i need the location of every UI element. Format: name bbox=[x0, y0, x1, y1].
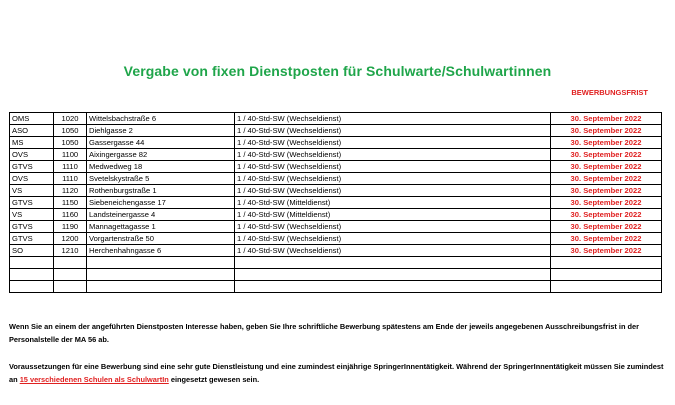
cell-address: Mannagettagasse 1 bbox=[87, 221, 235, 233]
cell-position: 1 / 40-Std-SW (Wechseldienst) bbox=[235, 173, 551, 185]
table-row bbox=[10, 149, 662, 161]
cell-school: VS bbox=[10, 209, 54, 221]
table-row bbox=[10, 221, 662, 233]
cell-deadline: 30. September 2022 bbox=[551, 113, 662, 125]
table-row bbox=[10, 245, 662, 257]
cell-empty bbox=[551, 257, 662, 269]
cell-deadline: 30. September 2022 bbox=[551, 245, 662, 257]
cell-school: GTVS bbox=[10, 221, 54, 233]
cell-school: SO bbox=[10, 245, 54, 257]
cell-deadline: 30. September 2022 bbox=[551, 125, 662, 137]
cell-empty bbox=[551, 281, 662, 293]
cell-school: GTVS bbox=[10, 197, 54, 209]
requirements-text: Voraussetzungen für eine Bewerbung sind eine sehr gute Dienstleistung und eine zumindest einjährige SpringerInnentätigkeit. Während der SpringerInnentätigkeit müssen Sie zumindest an bbox=[9, 362, 664, 384]
cell-empty bbox=[235, 257, 551, 269]
cell-empty bbox=[10, 281, 54, 293]
cell-position: 1 / 40-Std-SW (Wechseldienst) bbox=[235, 113, 551, 125]
table-row bbox=[10, 137, 662, 149]
table-row-empty bbox=[10, 257, 662, 269]
cell-position: 1 / 40-Std-SW (Wechseldienst) bbox=[235, 161, 551, 173]
cell-position: 1 / 40-Std-SW (Wechseldienst) bbox=[235, 185, 551, 197]
requirements-text-end: eingesetzt gewesen sein. bbox=[168, 375, 260, 384]
cell-deadline: 30. September 2022 bbox=[551, 173, 662, 185]
cell-position: 1 / 40-Std-SW (Wechseldienst) bbox=[235, 245, 551, 257]
cell-empty bbox=[54, 281, 87, 293]
cell-empty bbox=[54, 269, 87, 281]
table-row bbox=[10, 125, 662, 137]
cell-empty bbox=[551, 269, 662, 281]
cell-position: 1 / 40-Std-SW (Mitteldienst) bbox=[235, 197, 551, 209]
schools-requirement-link[interactable]: 15 verschiedenen Schulen als SchulwartIn bbox=[19, 375, 169, 384]
cell-school: ASO bbox=[10, 125, 54, 137]
cell-plz: 1160 bbox=[54, 209, 87, 221]
cell-position: 1 / 40-Std-SW (Wechseldienst) bbox=[235, 221, 551, 233]
cell-school: GTVS bbox=[10, 161, 54, 173]
table-row bbox=[10, 173, 662, 185]
cell-position: 1 / 40-Std-SW (Wechseldienst) bbox=[235, 149, 551, 161]
cell-plz: 1110 bbox=[54, 173, 87, 185]
positions-table bbox=[9, 112, 662, 293]
deadline-header: BEWERBUNGSFRIST bbox=[571, 88, 648, 97]
cell-school: MS bbox=[10, 137, 54, 149]
cell-plz: 1110 bbox=[54, 161, 87, 173]
cell-deadline: 30. September 2022 bbox=[551, 209, 662, 221]
cell-deadline: 30. September 2022 bbox=[551, 221, 662, 233]
cell-school: GTVS bbox=[10, 233, 54, 245]
cell-plz: 1050 bbox=[54, 137, 87, 149]
cell-empty bbox=[10, 257, 54, 269]
cell-plz: 1150 bbox=[54, 197, 87, 209]
table-row-empty bbox=[10, 281, 662, 293]
cell-school: OMS bbox=[10, 113, 54, 125]
cell-deadline: 30. September 2022 bbox=[551, 137, 662, 149]
cell-empty bbox=[87, 269, 235, 281]
cell-deadline: 30. September 2022 bbox=[551, 161, 662, 173]
cell-plz: 1100 bbox=[54, 149, 87, 161]
table-row-empty bbox=[10, 269, 662, 281]
cell-plz: 1210 bbox=[54, 245, 87, 257]
cell-address: Herchenhahngasse 6 bbox=[87, 245, 235, 257]
cell-empty bbox=[235, 281, 551, 293]
cell-position: 1 / 40-Std-SW (Mitteldienst) bbox=[235, 209, 551, 221]
cell-deadline: 30. September 2022 bbox=[551, 149, 662, 161]
cell-address: Vorgartenstraße 50 bbox=[87, 233, 235, 245]
table-row bbox=[10, 185, 662, 197]
cell-empty bbox=[87, 257, 235, 269]
cell-plz: 1120 bbox=[54, 185, 87, 197]
cell-plz: 1190 bbox=[54, 221, 87, 233]
cell-address: Medwedweg 18 bbox=[87, 161, 235, 173]
cell-address: Wittelsbachstraße 6 bbox=[87, 113, 235, 125]
cell-school: OVS bbox=[10, 173, 54, 185]
table-row bbox=[10, 209, 662, 221]
document-title: Vergabe von fixen Dienstposten für Schulwarte/Schulwartinnen bbox=[123, 63, 552, 79]
cell-deadline: 30. September 2022 bbox=[551, 197, 662, 209]
cell-address: Siebeneichengasse 17 bbox=[87, 197, 235, 209]
table-row bbox=[10, 197, 662, 209]
cell-position: 1 / 40-Std-SW (Wechseldienst) bbox=[235, 233, 551, 245]
requirements-paragraph bbox=[9, 360, 669, 386]
cell-address: Aixingergasse 82 bbox=[87, 149, 235, 161]
cell-address: Diehlgasse 2 bbox=[87, 125, 235, 137]
cell-address: Gassergasse 44 bbox=[87, 137, 235, 149]
cell-address: Svetelskystraße 5 bbox=[87, 173, 235, 185]
table-row bbox=[10, 233, 662, 245]
cell-plz: 1020 bbox=[54, 113, 87, 125]
cell-empty bbox=[235, 269, 551, 281]
cell-address: Landsteinergasse 4 bbox=[87, 209, 235, 221]
cell-address: Rothenburgstraße 1 bbox=[87, 185, 235, 197]
cell-plz: 1050 bbox=[54, 125, 87, 137]
cell-position: 1 / 40-Std-SW (Wechseldienst) bbox=[235, 125, 551, 137]
cell-deadline: 30. September 2022 bbox=[551, 185, 662, 197]
cell-plz: 1200 bbox=[54, 233, 87, 245]
cell-deadline: 30. September 2022 bbox=[551, 233, 662, 245]
cell-position: 1 / 40-Std-SW (Wechseldienst) bbox=[235, 137, 551, 149]
cell-school: OVS bbox=[10, 149, 54, 161]
table-row bbox=[10, 113, 662, 125]
cell-empty bbox=[87, 281, 235, 293]
cell-empty bbox=[54, 257, 87, 269]
cell-empty bbox=[10, 269, 54, 281]
cell-school: VS bbox=[10, 185, 54, 197]
application-info-paragraph: Wenn Sie an einem der angeführten Dienstposten Interesse haben, geben Sie Ihre schriftliche Bewerbung spätestens am Ende der jeweils angegebenen Ausschreibungsfrist in der Personalstelle der MA 56 ab. bbox=[9, 322, 640, 344]
table-row bbox=[10, 161, 662, 173]
